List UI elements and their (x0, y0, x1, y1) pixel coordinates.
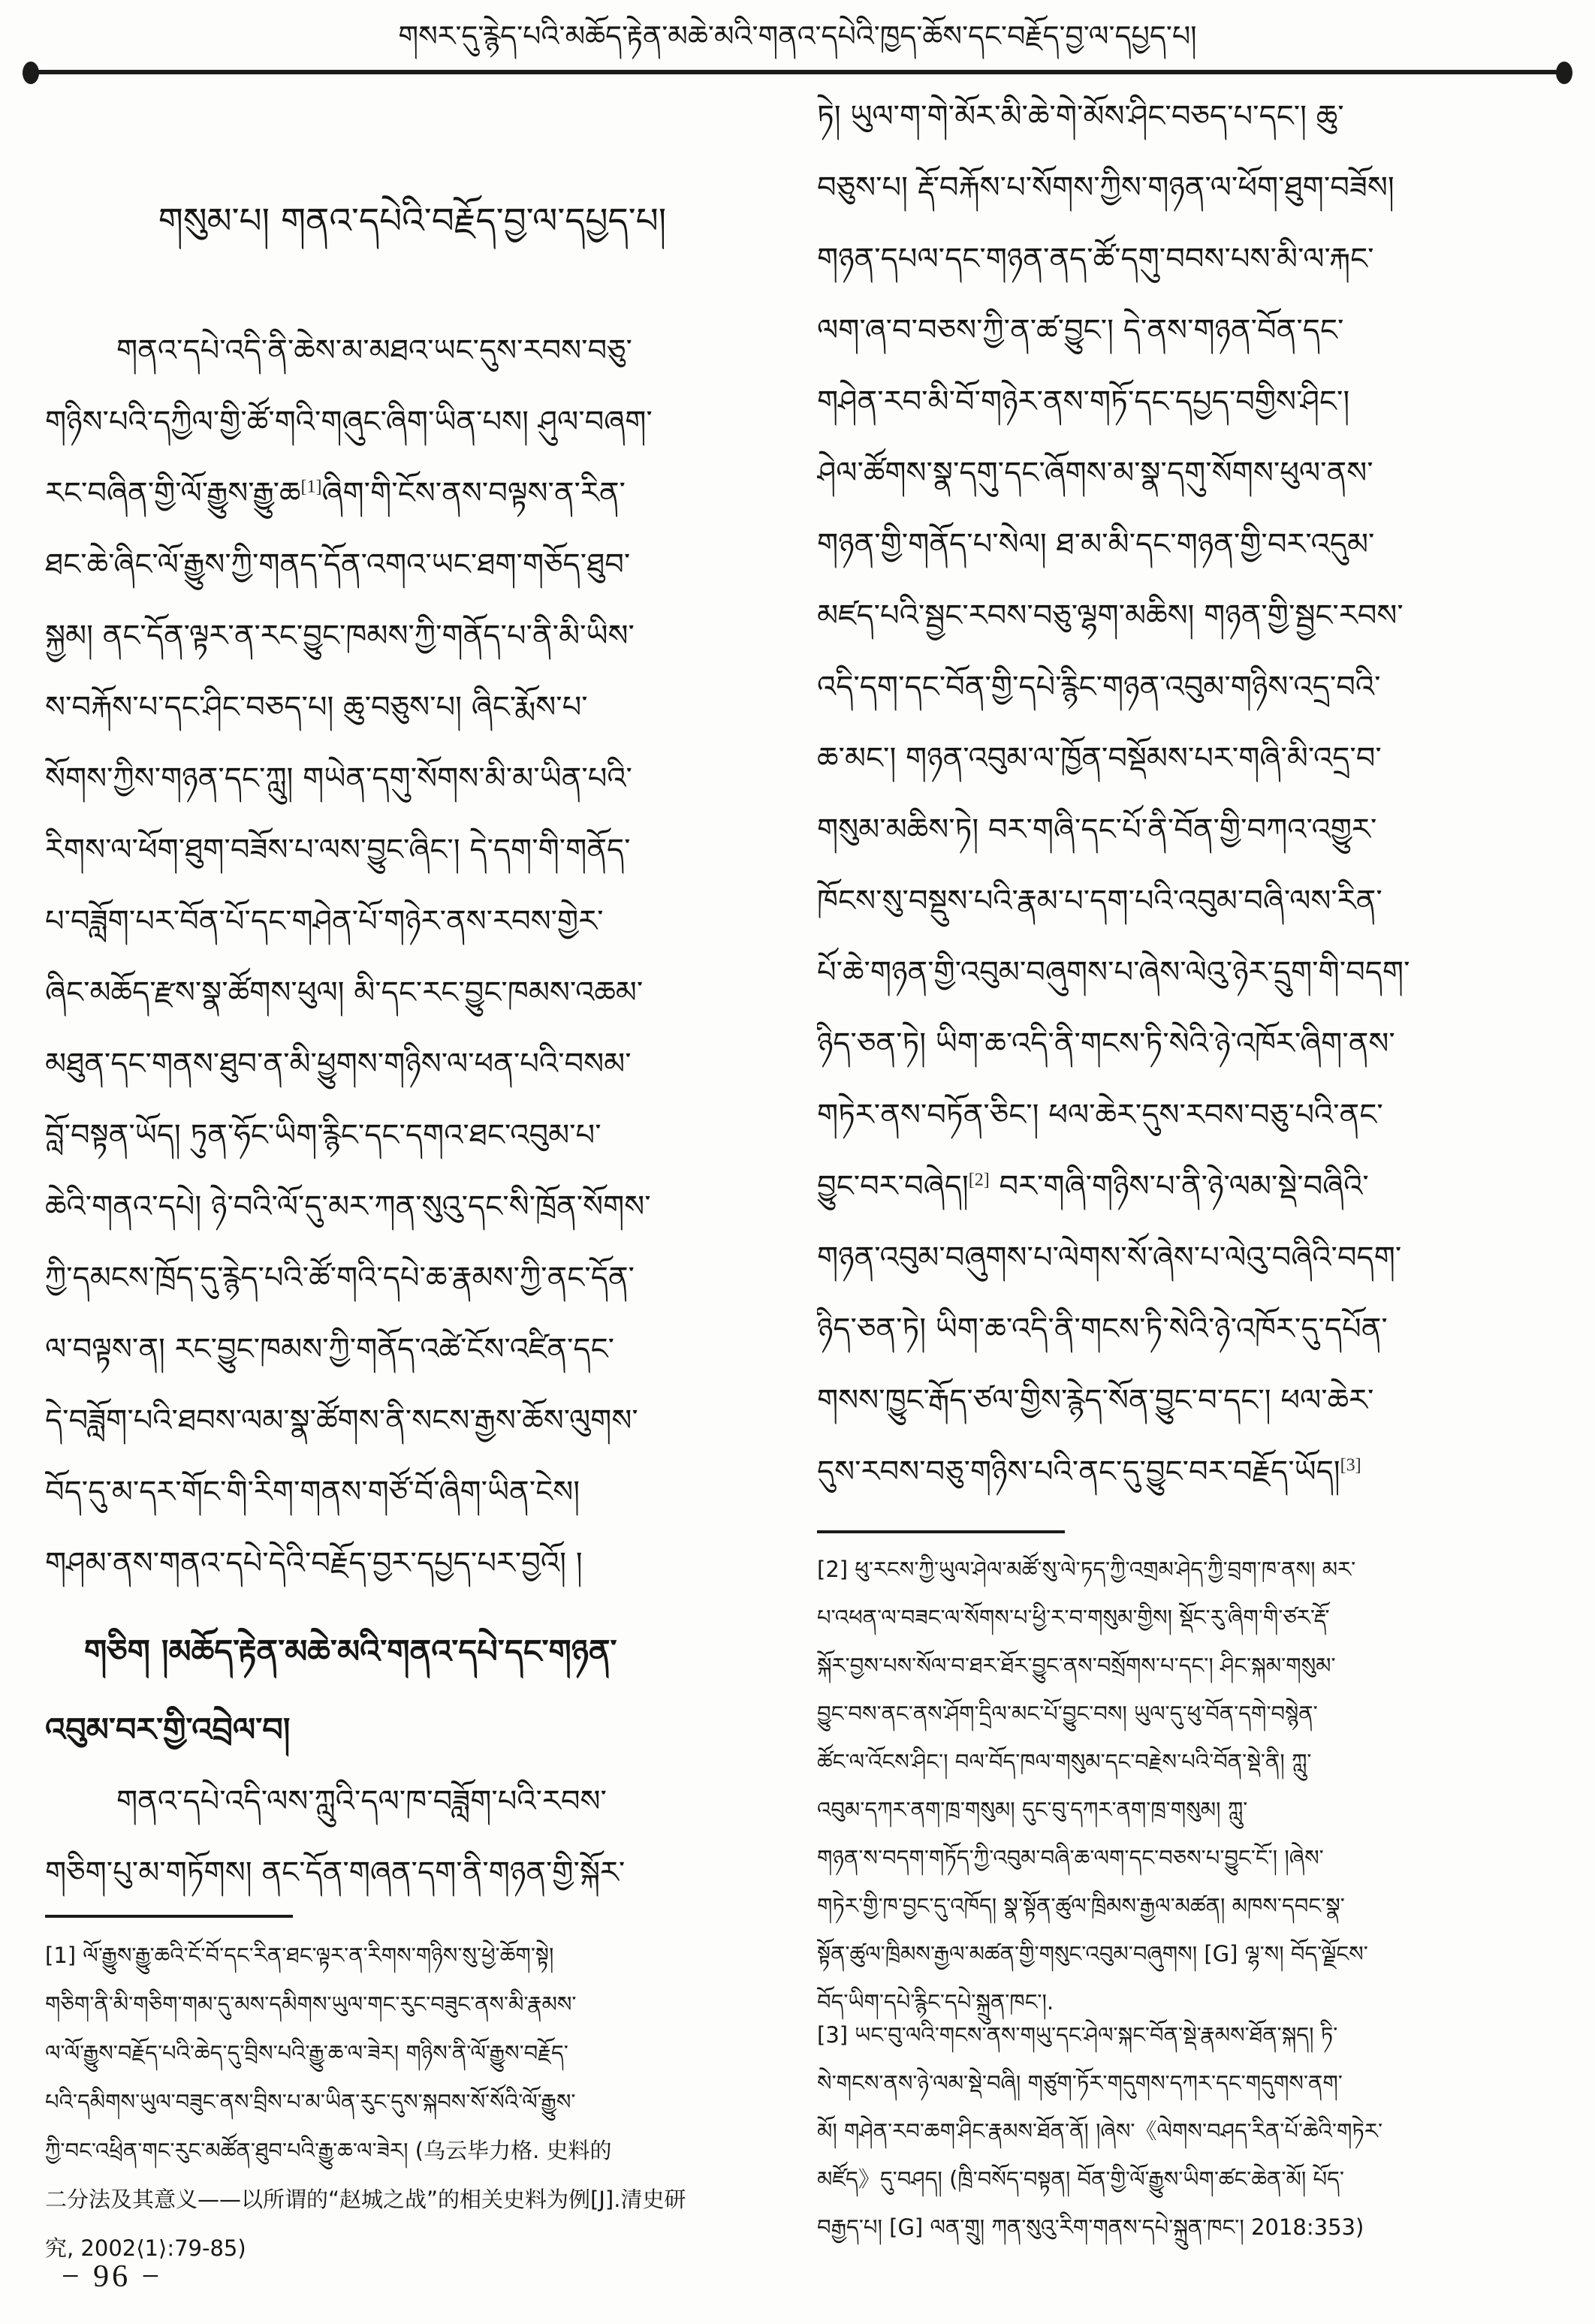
text-line: གཏེར་ནས་བཏོན་ཅིང་། ཕལ་ཆེར་དུས་རབས་བཅུ་པའི་ནང་ (817, 1098, 1383, 1132)
body-paragraph-continued (817, 81, 1551, 1508)
text-line: ཆ་མང་། གཉན་འབུམ་ལ་ཁྱོན་བསྡོམས་པར་གཞི་མི་འདྲ་བ་ (817, 741, 1382, 776)
footnote-ref: [1] (300, 477, 322, 497)
footnote-line: མོ། གཤེན་རབ་ཆག་ཤིང་རྣམས་ཐོན་ནོ། །ཞེས་《ལེགས་བཤད་རིན་པོ་ཆེའི་གཏེར་ (817, 2118, 1383, 2144)
text-line: དུས་རབས་བཅུ་གཉིས་པའི་ནང་དུ་བྱུང་བར་བརྗོད་ཡོད།[3] (817, 1454, 1361, 1489)
text-line: མཐུན་དང་གནས་ཐུབ་ན་མི་ཕྱུགས་གཉིས་ལ་ཕན་པའི་བསམ་ (45, 1047, 632, 1081)
section-title: གསུམ་པ། གནའ་དཔེའི་བརྗོད་བྱ་ལ་དཔྱད་པ། (158, 200, 667, 242)
text-line: འདི་དག་དང་བོན་གྱི་དཔེ་རྙིང་གཉན་འབུམ་གཉིས་འདྲ་བའི་ (817, 670, 1381, 704)
text-line: མཛད་པའི་སྦྱང་རབས་བཅུ་ལྷག་མཆིས། གཉན་གྱི་སྦྱང་རབས་ (817, 598, 1404, 633)
footnote-line: སྐོར་བྱས་པས་སོལ་བ་ཐར་ཐོར་བྱུང་ནས་བསྲོགས་པ་དང་། ཤིང་སྐམ་གསུམ་ (817, 1653, 1336, 1678)
text-line: རིགས་ལ་ཕོག་ཐུག་བཟོས་པ་ལས་བྱུང་ཞིང་། དེ་དག་གི་གནོད་ (45, 833, 631, 867)
footnote-1 (45, 1931, 779, 2273)
text-line: གསུམ་མཆིས་ཏེ། བར་གཞི་དང་པོ་ནི་བོན་གྱི་བཀའ་འགྱུར་ (817, 812, 1377, 847)
text-line: རང་བཞིན་གྱི་ལོ་རྒྱུས་རྒྱུ་ཆ[1]ཞིག་གི་ངོས་ནས་བལྟས་ན་རིན་ (45, 476, 626, 511)
text-line: ལག་ཞ་བ་བཅས་ཀྱི་ན་ཚ་བྱུང་། དེ་ནས་གཉན་བོན་དང་ (817, 313, 1344, 348)
rule-endpoint-dot-right (1556, 62, 1572, 84)
text-line: ཉིད་ཅན་ཏེ། ཡིག་ཆ་འདི་ནི་གངས་ཏི་སེའི་ཉེ་འཁོར་ཞིག་ནས་ (817, 1026, 1395, 1061)
footnote-divider-left (45, 1915, 293, 1918)
footnote-ref: [2] (968, 1170, 990, 1190)
footnote-line: ལ་ལོ་རྒྱུས་བརྗོད་པའི་ཆེད་དུ་བྲིས་པའི་རྒྱུ་ཆ་ལ་ཟེར། གཉིས་ནི་ལོ་རྒྱུས་བརྗོད་ (45, 2040, 568, 2066)
text-line: ལ་བལྟས་ན། རང་བྱུང་ཁམས་ཀྱི་གནོད་འཚེ་ངོས་འཛིན་དང་ (45, 1332, 615, 1367)
footnote-line: བརྒྱད་པ། [G] ལན་གྲུ། ཀན་སུའུ་རིག་གནས་དཔེ་སྐྲུན་ཁང་། 2018:353) (817, 2214, 1364, 2240)
text-line: གཤམ་ནས་གནའ་དཔེ་དེའི་བརྗོད་བྱར་དཔྱད་པར་བྱའོ། ། (45, 1546, 583, 1581)
text-line: ཞིང་མཆོད་རྫས་སྣ་ཚོགས་ཕུལ། མི་དང་རང་བྱུང་ཁམས་འཆམ་ (45, 975, 644, 1010)
text-line: སྐྱམ། ནང་དོན་ལྟར་ན་རང་བྱུང་ཁམས་ཀྱི་གནོད་པ་ནི་མི་ཡིས་ (45, 619, 635, 653)
text-line: གསས་ཁྱུང་རྒོད་ཙལ་གྱིས་རྙེད་སོན་བྱུང་བ་དང་། ཕལ་ཆེར་ (817, 1383, 1374, 1418)
text-line: བློ་བསྟན་ཡོད། ཏུན་ཧོང་ཡིག་རྙིང་དང་དགའ་ཐང་འབུམ་པ་ (45, 1118, 602, 1153)
page-number: − 96 − (62, 2259, 163, 2294)
text-line: གཤེན་རབ་མི་བོ་གཉེར་ནས་གཏོ་དང་དཔྱད་བགྱིས་ཤིང་། (817, 384, 1350, 419)
footnote-line: སྟོན་ཚུལ་ཁྲིམས་རྒྱལ་མཚན་གྱི་གསུང་འབུམ་བཞུགས། [G] ལྷ་ས། བོད་ལྗོངས་ (817, 1941, 1368, 1967)
footnote-line: 究, 2002⟨1⟩:79-85) (45, 2235, 246, 2261)
footnote-line: [1] ལོ་རྒྱུས་རྒྱུ་ཆའི་ངོ་བོ་དང་རིན་ཐང་ལྟར་ན་རིགས་གཉིས་སུ་ཕྱེ་ཆོག་སྟེ། (45, 1943, 554, 1968)
heading-line: གཅིག །མཆོད་རྟེན་མཆེ་མའི་གནའ་དཔེ་དང་གཉན་ (84, 1633, 617, 1671)
body-paragraph-1 (45, 315, 779, 1599)
text-line: གཅིག་པུ་མ་གཏོགས། ནང་དོན་གཞན་དག་ནི་གཉན་གྱི་སྐོར་ (45, 1855, 626, 1890)
text-line: པོ་ཆེ་གཉན་གྱི་འབུམ་བཞུགས་པ་ཞེས་ལེའུ་ཉེར་དྲུག་གི་བདག་ (817, 955, 1410, 990)
text-line: བོད་དུ་མ་དར་གོང་གི་རིག་གནས་གཙོ་བོ་ཞིག་ཡིན་ངེས། (45, 1475, 580, 1509)
footnote-line: པའི་དམིགས་ཡུལ་བཟུང་ནས་བྲིས་པ་མ་ཡིན་རུང་དུས་སྐབས་སོ་སོའི་ལོ་རྒྱུས་ (45, 2089, 576, 2115)
footnote-line: འབུམ་དཀར་ནག་ཁྲ་གསུམ། དུང་བུ་དཀར་ནག་ཁྲ་གསུམ། ཀླུ་ (817, 1797, 1248, 1822)
text-line: དེ་བཟློག་པའི་ཐབས་ལམ་སྣ་ཚོགས་ནི་སངས་རྒྱས་ཆོས་ལུགས་ (45, 1403, 638, 1438)
body-paragraph-2 (45, 1766, 779, 1909)
heading-line: འབུམ་བར་གྱི་འབྲེལ་བ། (45, 1711, 291, 1749)
text-line: གཉན་གྱི་གནོད་པ་སེལ། ཐ་མ་མི་དང་གཉན་གྱི་བར་འདུམ་ (817, 527, 1375, 562)
text-line: གཉིས་པའི་དཀྱིལ་གྱི་ཚོ་གའི་གཞུང་ཞིག་ཡིན་པས། ཤུལ་བཞག་ (45, 405, 653, 439)
footnote-line: སེ་གངས་ནས་ཉེ་ལམ་སྡེ་བཞི། གཙུག་ཏོར་གདུགས་དཀར་དང་གདུགས་ནག་ (817, 2070, 1343, 2096)
text-line: ཆེའི་གནའ་དཔེ། ཉེ་བའི་ལོ་དུ་མར་ཀན་སུའུ་དང་སི་ཁྲོན་སོགས་ (45, 1189, 651, 1224)
footnote-divider-right (817, 1530, 1065, 1533)
header-rule (35, 70, 1560, 74)
text-line: གཉན་འབུམ་བཞུགས་པ་ལེགས་སོ་ཞེས་པ་ལེའུ་བཞིའི་བདག་ (817, 1240, 1402, 1275)
footnote-line: བོད་ཡིག་དཔེ་རྙིང་དཔེ་སྐྲུན་ཁང་།. (817, 1989, 1054, 2015)
text-line: གནའ་དཔེ་འདི་ལས་ཀླུའི་དལ་ཁ་བཟློག་པའི་རབས་ (116, 1784, 607, 1819)
rule-endpoint-dot-left (23, 62, 39, 84)
text-line: སོགས་ཀྱིས་གཉན་དང་ཀླུ། གཡེན་དགུ་སོགས་མི་མ་ཡིན་པའི་ (45, 761, 632, 796)
footnote-line: ཀྱི་བང་འཕྲིན་གང་རུང་མཚོན་ཐུབ་པའི་རྒྱུ་ཆ་ལ་ཟེར། (乌云毕力格. 史料的 (45, 2138, 612, 2163)
subsection-heading (45, 1613, 779, 1769)
text-line: ཁོངས་སུ་བསྡུས་པའི་རྣམ་པ་དག་པའི་འབུམ་བཞི་ལས་རིན་ (817, 884, 1382, 918)
footnote-line: ཚོང་ལ་འོངས་ཤིང་། བལ་བོད་ཁལ་གསུམ་དང་བརྗེས་པའི་བོན་སྡེ་ནི། ཀླུ་ (817, 1749, 1312, 1774)
text-line: གནའ་དཔེ་འདི་ནི་ཆེས་མ་མཐའ་ཡང་དུས་རབས་བཅུ་ (116, 333, 632, 368)
text-line: ཉིད་ཅན་ཏེ། ཡིག་ཆ་འདི་ནི་གངས་ཏི་སེའི་ཉེ་འཁོར་དུ་དཔོན་ (817, 1312, 1388, 1346)
text-line: ས་བརྐོས་པ་དང་ཤིང་བཅད་པ། ཆུ་བཅུས་པ། ཞིང་རྨོས་པ་ (45, 690, 588, 725)
text-line: ཀྱི་དམངས་ཁྲོད་དུ་རྙེད་པའི་ཚོ་གའི་དཔེ་ཆ་རྣམས་ཀྱི་ནང་དོན་ (45, 1261, 635, 1295)
footnote-line: གཉན་ས་བདག་གཏོད་ཀྱི་འབུམ་བཞི་ཆ་ལག་དང་བཅས་པ་བྱུང་ངོ་། །ཞེས་ (817, 1845, 1324, 1870)
footnote-line: མཛོད》དུ་བཤད། (ཁྲི་བསོད་བསྟན། བོན་གྱི་ལོ་རྒྱུས་ཡིག་ཚང་ཆེན་མོ། པོད་ (817, 2166, 1344, 2192)
footnote-ref: [3] (1340, 1455, 1361, 1475)
footnote-line: གཏེར་གྱི་ཁ་བྱང་དུ་འཁོད། སྣ་སྟོན་ཚུལ་ཁྲིམས་རྒྱལ་མཚན། མཁས་དབང་སྣ་ (817, 1893, 1345, 1919)
running-header-title: གསར་དུ་རྙེད་པའི་མཆོད་རྟེན་མཆེ་མའི་གནའ་དཔེའི་ཁྱད་ཆོས་དང་བརྗོད་བྱ་ལ་དཔྱད་པ། (398, 20, 1197, 53)
text-line: བཅུས་པ། རྡོ་བརྐོས་པ་སོགས་ཀྱིས་གཉན་ལ་ཕོག་ཐུག་བཟོས། (817, 170, 1394, 205)
footnote-line: [2] ཕུ་རངས་ཀྱི་ཡུལ་ཤེལ་མཚོ་སུ་ལེ་ཏད་ཀྱི་འགྲམ་ཤེད་ཀྱི་བྲག་ཁ་ནས། མར་ (817, 1557, 1356, 1582)
text-line: ཤེལ་ཚོགས་སྣ་དགུ་དང་ཞོགས་མ་སྣ་དགུ་སོགས་ཕུལ་ནས་ (817, 456, 1373, 490)
text-line: ཐང་ཆེ་ཞིང་ལོ་རྒྱུས་ཀྱི་གནད་དོན་འགའ་ཡང་ཐག་གཅོད་ཐུབ་ (45, 547, 631, 582)
footnote-2 (817, 1545, 1551, 2026)
footnote-3 (817, 2011, 1551, 2251)
text-line: གཉན་དཔལ་དང་གཉན་ནད་ཚོ་དགུ་བབས་པས་མི་ལ་རྐང་ (817, 242, 1374, 276)
text-line: པ་བཟློག་པར་བོན་པོ་དང་གཤེན་པོ་གཉེར་ནས་རབས་གྱེར་ (45, 904, 604, 939)
footnote-line: གཅིག་ནི་མི་གཅིག་གམ་དུ་མས་དམིགས་ཡུལ་གང་རུང་བཟུང་ནས་མི་རྣམས་ (45, 1991, 577, 2017)
footnote-line: 二分法及其意义——以所谓的“赵城之战”的相关史料为例[J].清史研 (45, 2187, 686, 2212)
footnote-line: བྱུང་བས་ནང་ནས་ཤོག་དྲིལ་མང་པོ་བྱུང་བས། ཡུལ་དུ་ཕུ་བོན་དགེ་བསྙེན་ (817, 1701, 1318, 1726)
footnote-line: པ་འཕན་ལ་བཟང་ལ་སོགས་པ་ཕྱི་ར་བ་གསུམ་གྱིས། སྡོང་རུ་ཞིག་གི་ཙར་རྡོ་ (817, 1605, 1330, 1630)
text-line: བྱུང་བར་བཞེད།[2] བར་གཞི་གཉིས་པ་ནི་ཉེ་ལམ་སྡེ་བཞིའི་ (817, 1169, 1369, 1204)
text-line: ཏེ། ཡུལ་ག་གེ་མོར་མི་ཆེ་གེ་མོས་ཤིང་བཅད་པ་དང་། ཆུ་ (817, 99, 1344, 134)
footnote-line: [3] ཡང་བུ་ལའི་གངས་ནས་གཡུ་དང་ཤེལ་སྐང་བོན་སྡེ་རྣམས་ཐོན་སྐད། ཏི་ (817, 2022, 1338, 2048)
